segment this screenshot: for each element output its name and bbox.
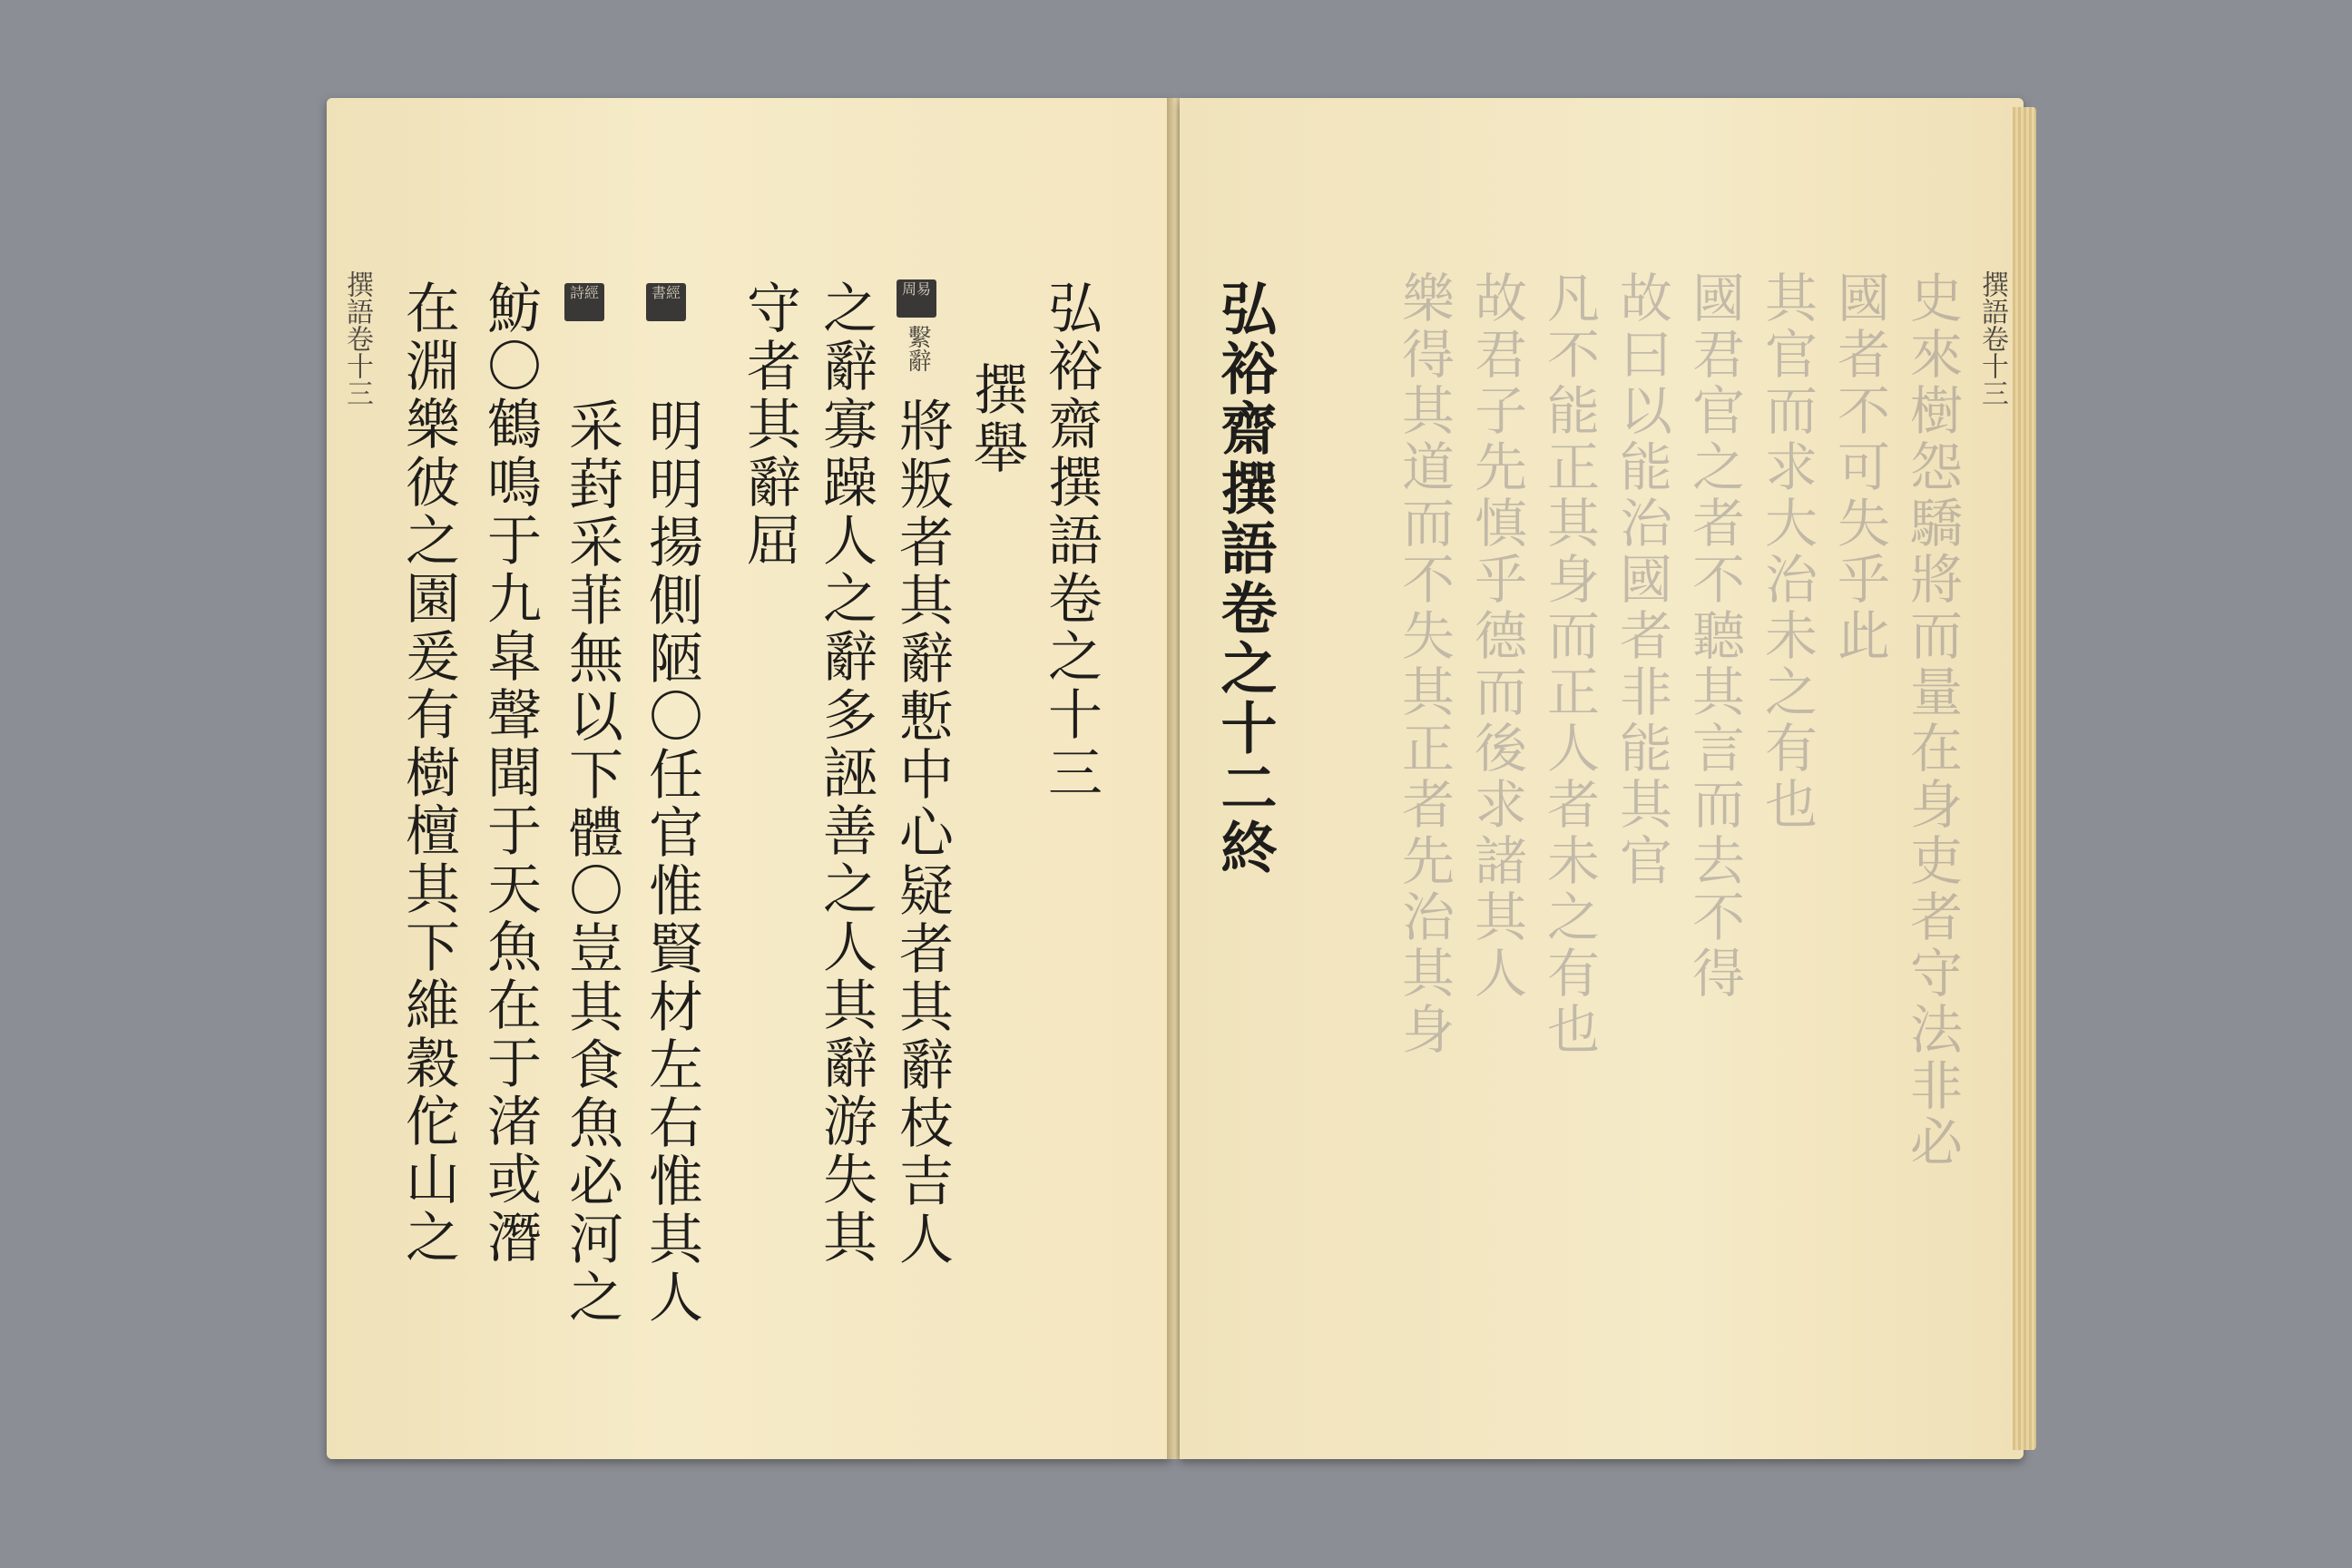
seal-zhouyi: 周易 xyxy=(897,279,936,318)
ghost-column-4: 國君官之者不聽其言而去不得 xyxy=(1683,270,1745,1002)
ghost-column-6: 凡不能正其身而正人者未之有也 xyxy=(1538,270,1600,1058)
left-column-7: 采葑采菲無以下體〇豈其食魚必河之 xyxy=(560,397,623,1327)
ghost-column-2: 國者不可失乎此 xyxy=(1828,270,1890,664)
left-page xyxy=(327,98,1171,1459)
left-column-8: 魴〇鶴鳴于九皐聲聞于天魚在于渚或潛 xyxy=(478,279,542,1267)
page-edge xyxy=(2013,107,2036,1450)
left-column-4: 之辭寡躁人之辭多誣善之人其辭游失其 xyxy=(814,279,877,1267)
seal-zhouyi-sub: 繫辭 xyxy=(904,325,931,372)
ghost-column-5: 故曰以能治國者非能其官 xyxy=(1611,270,1672,889)
left-margin-note: 撰語卷十三 xyxy=(341,270,373,407)
seal-shijing: 詩經 xyxy=(564,283,604,321)
left-column-9: 在淵樂彼之園爰有樹檀其下維穀佗山之 xyxy=(397,279,460,1267)
left-column-3: 將叛者其辭慙中心疑者其辭枝吉人 xyxy=(890,397,954,1269)
ghost-column-1: 史來樹怨驕將而量在身吏者守法非必 xyxy=(1901,270,1963,1171)
right-page xyxy=(1180,98,2024,1459)
ghost-column-3: 其官而求大治未之有也 xyxy=(1756,270,1818,833)
left-column-5: 守者其辭屈 xyxy=(738,279,801,570)
right-margin-note: 撰語卷十三 xyxy=(1976,270,2008,407)
left-column-6: 明明揚側陋〇任官惟賢材左右惟其人 xyxy=(640,397,703,1327)
ghost-column-7: 故君子先慎乎德而後求諸其人 xyxy=(1465,270,1527,1002)
left-column-1: 弘裕齋撰語卷之十三 xyxy=(1039,279,1102,802)
open-book xyxy=(327,98,2042,1468)
right-title-column: 弘裕齋撰語卷之十二終 xyxy=(1211,279,1278,878)
left-column-2: 撰舉 xyxy=(965,361,1028,477)
ghost-column-8: 樂得其道而不失其正者先治其身 xyxy=(1393,270,1455,1058)
seal-shujing: 書經 xyxy=(646,283,686,321)
